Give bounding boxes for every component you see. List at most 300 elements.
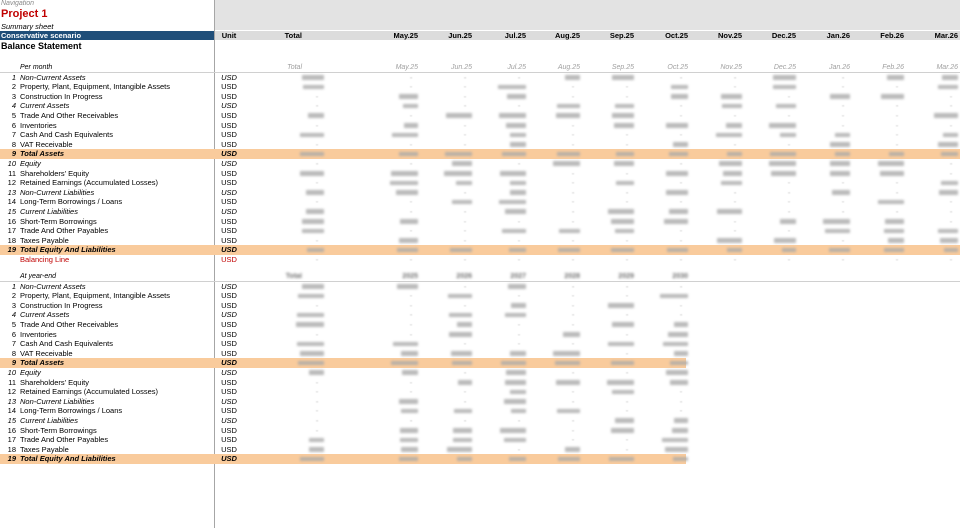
value-cell[interactable] [674, 418, 688, 423]
empty-cell[interactable]: - [517, 254, 521, 264]
value-cell[interactable] [878, 200, 904, 205]
table-row[interactable] [0, 111, 960, 121]
empty-cell[interactable]: - [315, 329, 319, 339]
value-cell[interactable] [615, 229, 634, 234]
table-row[interactable] [0, 397, 960, 407]
value-cell[interactable] [403, 104, 418, 109]
value-cell[interactable] [510, 181, 526, 186]
empty-cell[interactable]: - [625, 235, 629, 245]
empty-cell[interactable]: - [463, 139, 467, 149]
value-cell[interactable] [300, 171, 324, 176]
value-cell[interactable] [391, 171, 418, 176]
value-cell[interactable] [888, 238, 904, 243]
empty-cell[interactable]: - [571, 396, 575, 406]
empty-cell[interactable]: - [895, 254, 899, 264]
empty-cell[interactable]: - [949, 101, 953, 111]
table-row[interactable] [0, 349, 960, 359]
empty-cell[interactable]: - [733, 187, 737, 197]
table-row[interactable] [0, 169, 960, 179]
value-cell[interactable] [391, 361, 418, 366]
value-cell[interactable] [782, 248, 796, 253]
empty-cell[interactable]: - [517, 72, 521, 82]
value-cell[interactable] [770, 152, 796, 157]
navigation-link[interactable]: Navigation [1, 0, 35, 7]
value-cell[interactable] [302, 229, 324, 234]
value-cell[interactable] [297, 313, 324, 318]
value-cell[interactable] [506, 370, 526, 375]
empty-cell[interactable]: - [895, 101, 899, 111]
empty-cell[interactable]: - [733, 139, 737, 149]
empty-cell[interactable]: - [625, 197, 629, 207]
value-cell[interactable] [303, 85, 324, 90]
value-cell[interactable] [884, 248, 904, 253]
empty-cell[interactable]: - [409, 139, 413, 149]
value-cell[interactable] [612, 390, 634, 395]
table-row[interactable] [0, 426, 960, 436]
empty-cell[interactable]: - [463, 226, 467, 236]
table-row[interactable] [0, 197, 960, 207]
value-cell[interactable] [302, 219, 324, 224]
value-cell[interactable] [557, 152, 580, 157]
value-cell[interactable] [612, 75, 634, 80]
empty-cell[interactable]: - [409, 110, 413, 120]
empty-cell[interactable]: - [409, 72, 413, 82]
empty-cell[interactable]: - [571, 197, 575, 207]
value-cell[interactable] [300, 133, 324, 138]
value-cell[interactable] [510, 390, 526, 395]
value-cell[interactable] [399, 457, 418, 462]
empty-cell[interactable]: - [679, 396, 683, 406]
value-cell[interactable] [881, 94, 904, 99]
empty-cell[interactable]: - [315, 235, 319, 245]
value-cell[interactable] [563, 332, 580, 337]
empty-cell[interactable]: - [571, 415, 575, 425]
empty-cell[interactable]: - [463, 101, 467, 111]
value-cell[interactable] [780, 219, 796, 224]
table-row[interactable] [0, 406, 960, 416]
value-cell[interactable] [773, 75, 796, 80]
value-cell[interactable] [774, 238, 796, 243]
empty-cell[interactable]: - [571, 130, 575, 140]
value-cell[interactable] [616, 181, 634, 186]
value-cell[interactable] [559, 229, 580, 234]
empty-cell[interactable]: - [463, 91, 467, 101]
empty-cell[interactable]: - [571, 254, 575, 264]
empty-cell[interactable]: - [949, 197, 953, 207]
value-cell[interactable] [300, 152, 324, 157]
value-cell[interactable] [501, 361, 526, 366]
empty-cell[interactable]: - [409, 226, 413, 236]
empty-cell[interactable]: - [463, 216, 467, 226]
value-cell[interactable] [769, 161, 796, 166]
value-cell[interactable] [449, 313, 472, 318]
value-cell[interactable] [505, 313, 526, 318]
table-row[interactable] [0, 217, 960, 227]
value-cell[interactable] [669, 209, 688, 214]
empty-cell[interactable]: - [571, 387, 575, 397]
table-row[interactable] [0, 149, 960, 159]
empty-cell[interactable]: - [625, 291, 629, 301]
value-cell[interactable] [558, 457, 580, 462]
empty-cell[interactable]: - [517, 339, 521, 349]
empty-cell[interactable]: - [841, 110, 845, 120]
table-row[interactable] [0, 282, 960, 292]
empty-cell[interactable]: - [679, 197, 683, 207]
empty-cell[interactable]: - [625, 91, 629, 101]
table-row[interactable] [0, 378, 960, 388]
value-cell[interactable] [830, 94, 850, 99]
value-cell[interactable] [498, 85, 526, 90]
value-cell[interactable] [397, 248, 418, 253]
value-cell[interactable] [298, 294, 324, 299]
value-cell[interactable] [454, 409, 472, 414]
empty-cell[interactable]: - [625, 396, 629, 406]
value-cell[interactable] [510, 351, 526, 356]
empty-cell[interactable]: - [571, 120, 575, 130]
empty-cell[interactable]: - [463, 300, 467, 310]
value-cell[interactable] [553, 161, 580, 166]
value-cell[interactable] [400, 438, 418, 443]
value-cell[interactable] [666, 190, 688, 195]
empty-cell[interactable]: - [949, 206, 953, 216]
value-cell[interactable] [667, 248, 688, 253]
value-cell[interactable] [615, 104, 634, 109]
value-cell[interactable] [663, 342, 688, 347]
empty-cell[interactable]: - [463, 339, 467, 349]
value-cell[interactable] [458, 380, 472, 385]
empty-cell[interactable]: - [409, 387, 413, 397]
value-cell[interactable] [660, 294, 688, 299]
table-row[interactable] [0, 445, 960, 455]
empty-cell[interactable]: - [409, 206, 413, 216]
value-cell[interactable] [502, 152, 526, 157]
empty-cell[interactable]: - [463, 387, 467, 397]
value-cell[interactable] [723, 171, 742, 176]
empty-cell[interactable]: - [571, 300, 575, 310]
empty-cell[interactable]: - [895, 178, 899, 188]
value-cell[interactable] [404, 123, 418, 128]
table-row[interactable] [0, 310, 960, 320]
value-cell[interactable] [504, 438, 526, 443]
empty-cell[interactable]: - [949, 120, 953, 130]
table-row[interactable] [0, 207, 960, 217]
table-row[interactable] [0, 101, 960, 111]
empty-cell[interactable]: - [841, 178, 845, 188]
empty-cell[interactable]: - [787, 206, 791, 216]
empty-cell[interactable]: - [679, 310, 683, 320]
value-cell[interactable] [553, 351, 580, 356]
value-cell[interactable] [607, 380, 634, 385]
value-cell[interactable] [716, 133, 742, 138]
empty-cell[interactable]: - [625, 130, 629, 140]
empty-cell[interactable]: - [841, 72, 845, 82]
table-row[interactable] [0, 130, 960, 140]
value-cell[interactable] [825, 229, 850, 234]
empty-cell[interactable]: - [733, 197, 737, 207]
value-cell[interactable] [611, 428, 634, 433]
empty-cell[interactable]: - [625, 435, 629, 445]
value-cell[interactable] [453, 438, 472, 443]
empty-cell[interactable]: - [679, 158, 683, 168]
value-cell[interactable] [393, 342, 418, 347]
empty-cell[interactable]: - [517, 216, 521, 226]
value-cell[interactable] [505, 380, 526, 385]
value-cell[interactable] [448, 294, 472, 299]
empty-cell[interactable]: - [733, 72, 737, 82]
empty-cell[interactable]: - [679, 226, 683, 236]
empty-cell[interactable]: - [625, 139, 629, 149]
value-cell[interactable] [565, 447, 580, 452]
value-cell[interactable] [938, 229, 958, 234]
empty-cell[interactable]: - [463, 120, 467, 130]
value-cell[interactable] [500, 171, 526, 176]
value-cell[interactable] [726, 123, 742, 128]
empty-cell[interactable]: - [571, 319, 575, 329]
table-row[interactable] [0, 320, 960, 330]
empty-cell[interactable]: - [895, 187, 899, 197]
empty-cell[interactable]: - [949, 168, 953, 178]
value-cell[interactable] [670, 380, 688, 385]
value-cell[interactable] [456, 181, 472, 186]
empty-cell[interactable]: - [625, 348, 629, 358]
value-cell[interactable] [309, 447, 324, 452]
empty-cell[interactable]: - [463, 396, 467, 406]
empty-cell[interactable]: - [315, 300, 319, 310]
empty-cell[interactable]: - [517, 415, 521, 425]
empty-cell[interactable]: - [571, 139, 575, 149]
value-cell[interactable] [672, 428, 688, 433]
value-cell[interactable] [721, 181, 742, 186]
empty-cell[interactable]: - [409, 254, 413, 264]
value-cell[interactable] [452, 200, 472, 205]
value-cell[interactable] [940, 238, 958, 243]
empty-cell[interactable]: - [315, 158, 319, 168]
value-cell[interactable] [662, 438, 688, 443]
empty-cell[interactable]: - [895, 206, 899, 216]
table-row[interactable] [0, 140, 960, 150]
value-cell[interactable] [612, 113, 634, 118]
empty-cell[interactable]: - [571, 187, 575, 197]
empty-cell[interactable]: - [787, 178, 791, 188]
value-cell[interactable] [938, 142, 958, 147]
value-cell[interactable] [830, 142, 850, 147]
value-cell[interactable] [396, 190, 418, 195]
value-cell[interactable] [611, 248, 634, 253]
value-cell[interactable] [666, 370, 688, 375]
empty-cell[interactable]: - [315, 415, 319, 425]
table-row[interactable] [0, 73, 960, 83]
value-cell[interactable] [664, 219, 688, 224]
empty-cell[interactable]: - [787, 91, 791, 101]
value-cell[interactable] [830, 161, 850, 166]
empty-cell[interactable]: - [679, 281, 683, 291]
value-cell[interactable] [444, 171, 472, 176]
empty-cell[interactable]: - [949, 158, 953, 168]
value-cell[interactable] [296, 322, 324, 327]
empty-cell[interactable]: - [315, 254, 319, 264]
empty-cell[interactable]: - [949, 91, 953, 101]
empty-cell[interactable]: - [463, 206, 467, 216]
value-cell[interactable] [306, 209, 324, 214]
empty-cell[interactable]: - [315, 120, 319, 130]
value-cell[interactable] [399, 238, 418, 243]
empty-cell[interactable]: - [679, 110, 683, 120]
empty-cell[interactable]: - [679, 72, 683, 82]
empty-cell[interactable]: - [409, 158, 413, 168]
empty-cell[interactable]: - [625, 406, 629, 416]
table-row[interactable] [0, 368, 960, 378]
value-cell[interactable] [557, 409, 580, 414]
empty-cell[interactable]: - [841, 101, 845, 111]
value-cell[interactable] [727, 152, 742, 157]
value-cell[interactable] [401, 351, 418, 356]
empty-cell[interactable]: - [517, 158, 521, 168]
value-cell[interactable] [939, 190, 958, 195]
value-cell[interactable] [453, 428, 472, 433]
empty-cell[interactable]: - [679, 101, 683, 111]
empty-cell[interactable]: - [571, 82, 575, 92]
table-row[interactable] [0, 226, 960, 236]
empty-cell[interactable]: - [625, 329, 629, 339]
empty-cell[interactable]: - [679, 387, 683, 397]
empty-cell[interactable]: - [571, 216, 575, 226]
table-row[interactable] [0, 82, 960, 92]
empty-cell[interactable]: - [463, 187, 467, 197]
empty-cell[interactable]: - [517, 319, 521, 329]
value-cell[interactable] [832, 190, 850, 195]
empty-cell[interactable]: - [315, 91, 319, 101]
empty-cell[interactable]: - [841, 120, 845, 130]
value-cell[interactable] [401, 409, 418, 414]
empty-cell[interactable]: - [409, 82, 413, 92]
empty-cell[interactable]: - [733, 82, 737, 92]
empty-cell[interactable]: - [315, 387, 319, 397]
value-cell[interactable] [300, 457, 324, 462]
value-cell[interactable] [302, 75, 324, 80]
value-cell[interactable] [309, 438, 324, 443]
empty-cell[interactable]: - [409, 329, 413, 339]
table-row[interactable] [0, 301, 960, 311]
empty-cell[interactable]: - [679, 254, 683, 264]
value-cell[interactable] [402, 370, 418, 375]
empty-cell[interactable]: - [315, 406, 319, 416]
table-row[interactable] [0, 387, 960, 397]
value-cell[interactable] [673, 142, 688, 147]
table-row[interactable] [0, 358, 686, 368]
value-cell[interactable] [616, 152, 634, 157]
value-cell[interactable] [390, 181, 418, 186]
empty-cell[interactable]: - [679, 300, 683, 310]
empty-cell[interactable]: - [315, 101, 319, 111]
value-cell[interactable] [727, 248, 742, 253]
value-cell[interactable] [399, 94, 418, 99]
value-cell[interactable] [612, 322, 634, 327]
empty-cell[interactable]: - [679, 406, 683, 416]
value-cell[interactable] [447, 447, 472, 452]
empty-cell[interactable]: - [895, 139, 899, 149]
value-cell[interactable] [671, 85, 688, 90]
value-cell[interactable] [885, 219, 904, 224]
empty-cell[interactable]: - [315, 178, 319, 188]
value-cell[interactable] [504, 399, 526, 404]
empty-cell[interactable]: - [315, 139, 319, 149]
value-cell[interactable] [938, 85, 958, 90]
value-cell[interactable] [300, 351, 324, 356]
empty-cell[interactable]: - [463, 130, 467, 140]
empty-cell[interactable]: - [517, 101, 521, 111]
value-cell[interactable] [298, 361, 324, 366]
empty-cell[interactable]: - [679, 178, 683, 188]
table-row[interactable] [0, 416, 960, 426]
empty-cell[interactable]: - [409, 377, 413, 387]
value-cell[interactable] [307, 248, 324, 253]
value-cell[interactable] [614, 123, 634, 128]
value-cell[interactable] [944, 248, 958, 253]
value-cell[interactable] [717, 209, 742, 214]
value-cell[interactable] [510, 190, 526, 195]
empty-cell[interactable]: - [517, 291, 521, 301]
value-cell[interactable] [670, 361, 688, 366]
value-cell[interactable] [666, 171, 688, 176]
empty-cell[interactable]: - [625, 168, 629, 178]
empty-cell[interactable]: - [571, 235, 575, 245]
value-cell[interactable] [450, 248, 472, 253]
value-cell[interactable] [555, 361, 580, 366]
value-cell[interactable] [511, 409, 526, 414]
empty-cell[interactable]: - [787, 139, 791, 149]
value-cell[interactable] [719, 161, 742, 166]
empty-cell[interactable]: - [679, 130, 683, 140]
table-row[interactable] [0, 178, 960, 188]
value-cell[interactable] [674, 351, 688, 356]
empty-cell[interactable]: - [463, 82, 467, 92]
value-cell[interactable] [401, 447, 418, 452]
empty-cell[interactable]: - [787, 226, 791, 236]
empty-cell[interactable]: - [733, 216, 737, 226]
value-cell[interactable] [302, 284, 324, 289]
empty-cell[interactable]: - [625, 444, 629, 454]
value-cell[interactable] [508, 284, 526, 289]
empty-cell[interactable]: - [841, 235, 845, 245]
value-cell[interactable] [668, 332, 688, 337]
empty-cell[interactable]: - [315, 197, 319, 207]
value-cell[interactable] [509, 457, 526, 462]
empty-cell[interactable]: - [841, 254, 845, 264]
empty-cell[interactable]: - [733, 110, 737, 120]
table-row[interactable] [0, 92, 960, 102]
value-cell[interactable] [611, 361, 634, 366]
value-cell[interactable] [392, 133, 418, 138]
empty-cell[interactable]: - [895, 120, 899, 130]
empty-cell[interactable]: - [409, 415, 413, 425]
empty-cell[interactable]: - [625, 281, 629, 291]
empty-cell[interactable]: - [841, 206, 845, 216]
empty-cell[interactable]: - [571, 310, 575, 320]
empty-cell[interactable]: - [463, 254, 467, 264]
empty-cell[interactable]: - [463, 367, 467, 377]
empty-cell[interactable]: - [315, 425, 319, 435]
value-cell[interactable] [722, 104, 742, 109]
value-cell[interactable] [306, 190, 324, 195]
value-cell[interactable] [889, 152, 904, 157]
empty-cell[interactable]: - [787, 110, 791, 120]
value-cell[interactable] [499, 200, 526, 205]
empty-cell[interactable]: - [517, 329, 521, 339]
table-row[interactable] [0, 188, 960, 198]
value-cell[interactable] [506, 123, 526, 128]
empty-cell[interactable]: - [787, 187, 791, 197]
value-cell[interactable] [887, 75, 904, 80]
